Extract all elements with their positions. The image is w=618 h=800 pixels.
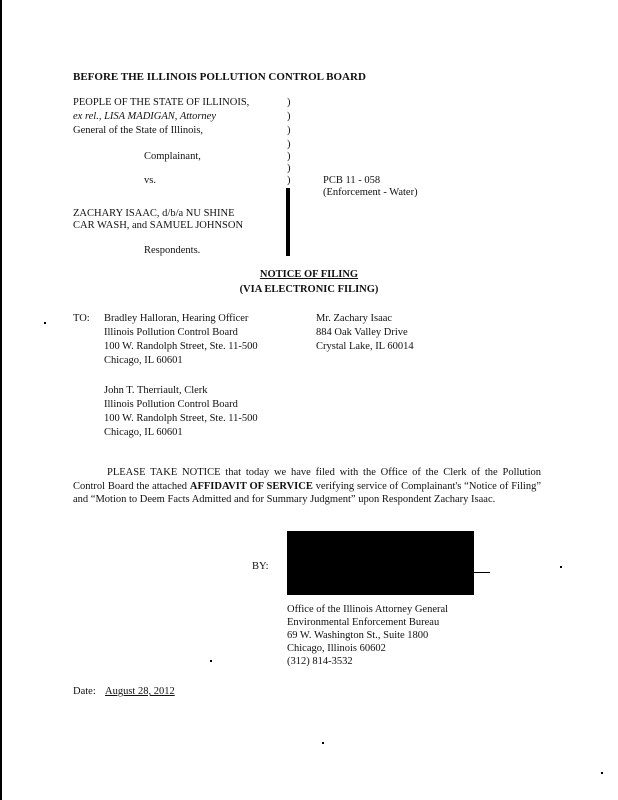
office-line: Environmental Enforcement Bureau xyxy=(287,617,440,628)
notice-subtitle: (VIA ELECTRONIC FILING) xyxy=(239,284,379,295)
office-line: 69 W. Washington St., Suite 1800 xyxy=(287,630,429,641)
scan-speck xyxy=(560,566,562,568)
page-edge-rule xyxy=(0,0,2,800)
to-label: TO: xyxy=(73,313,90,324)
body-text: PLEASE TAKE NOTICE that today we have filed with the Office of the Clerk of the Pollution Control Board the attached xyxy=(73,467,541,492)
caption-paren: ) xyxy=(287,111,291,122)
recipient-line: 100 W. Randolph Street, Ste. 11-500 xyxy=(104,413,258,424)
caption-paren: ) xyxy=(287,151,291,162)
by-label: BY: xyxy=(252,561,269,572)
recipient-line: Chicago, IL 60601 xyxy=(104,427,183,438)
recipient-clerk xyxy=(104,384,258,440)
board-heading: BEFORE THE ILLINOIS POLLUTION CONTROL BOARD xyxy=(73,71,366,83)
respondent-line: ZACHARY ISAAC, d/b/a NU SHINE xyxy=(73,208,235,219)
scan-speck xyxy=(322,742,324,744)
caption-paren: ) xyxy=(287,175,291,186)
recipient-line: 884 Oak Valley Drive xyxy=(316,327,408,338)
caption-paren: ) xyxy=(287,139,291,150)
notice-title: NOTICE OF FILING xyxy=(259,269,359,280)
office-address xyxy=(287,603,448,668)
recipient-line: 100 W. Randolph Street, Ste. 11-500 xyxy=(104,341,258,352)
case-number: PCB 11 - 058 xyxy=(323,175,381,186)
caption-paren: ) xyxy=(287,163,291,174)
recipient-line: Illinois Pollution Control Board xyxy=(104,327,238,338)
scan-speck xyxy=(44,322,46,324)
recipient-hearing-officer xyxy=(104,312,258,368)
date-label: Date: xyxy=(73,686,96,697)
vs-label: vs. xyxy=(144,175,156,186)
recipient-line: Illinois Pollution Control Board xyxy=(104,399,238,410)
notice-body xyxy=(73,466,541,507)
case-type: (Enforcement - Water) xyxy=(323,187,418,198)
date-value: August 28, 2012 xyxy=(105,686,175,697)
caption-paren: ) xyxy=(287,125,291,136)
plaintiff-line: General of the State of Illinois, xyxy=(73,125,204,136)
respondent-line: CAR WASH, and SAMUEL JOHNSON xyxy=(73,220,244,231)
signature-stroke xyxy=(472,572,490,573)
scan-speck xyxy=(601,772,603,774)
recipient-respondent xyxy=(316,312,414,354)
recipient-line: Chicago, IL 60601 xyxy=(104,355,183,366)
recipient-line: Bradley Halloran, Hearing Officer xyxy=(104,313,249,324)
body-affidavit-title: AFFIDAVIT OF SERVICE xyxy=(189,480,313,492)
caption-paren: ) xyxy=(287,97,291,108)
scan-speck xyxy=(210,660,212,662)
plaintiff-line: ex rel., LISA MADIGAN, Attorney xyxy=(73,111,216,122)
office-line: Chicago, Illinois 60602 xyxy=(287,643,386,654)
recipient-line: Crystal Lake, IL 60014 xyxy=(316,341,414,352)
complainant-label: Complainant, xyxy=(144,151,201,162)
office-line: Office of the Illinois Attorney General xyxy=(287,604,449,615)
body-text: verifying service of Complainant's “Notice of Filing” and “Motion to Deem Facts Admitted and for Summary Judgment” upon Respondent Zachary Isaac. xyxy=(73,480,541,505)
signature-redaction xyxy=(287,531,474,595)
recipient-line: John T. Therriault, Clerk xyxy=(104,385,208,396)
office-line: (312) 814-3532 xyxy=(287,656,353,667)
plaintiff-line: PEOPLE OF THE STATE OF ILLINOIS, xyxy=(73,97,250,108)
respondents-label: Respondents. xyxy=(144,245,201,256)
recipient-line: Mr. Zachary Isaac xyxy=(316,313,393,324)
caption-divider xyxy=(286,188,290,256)
